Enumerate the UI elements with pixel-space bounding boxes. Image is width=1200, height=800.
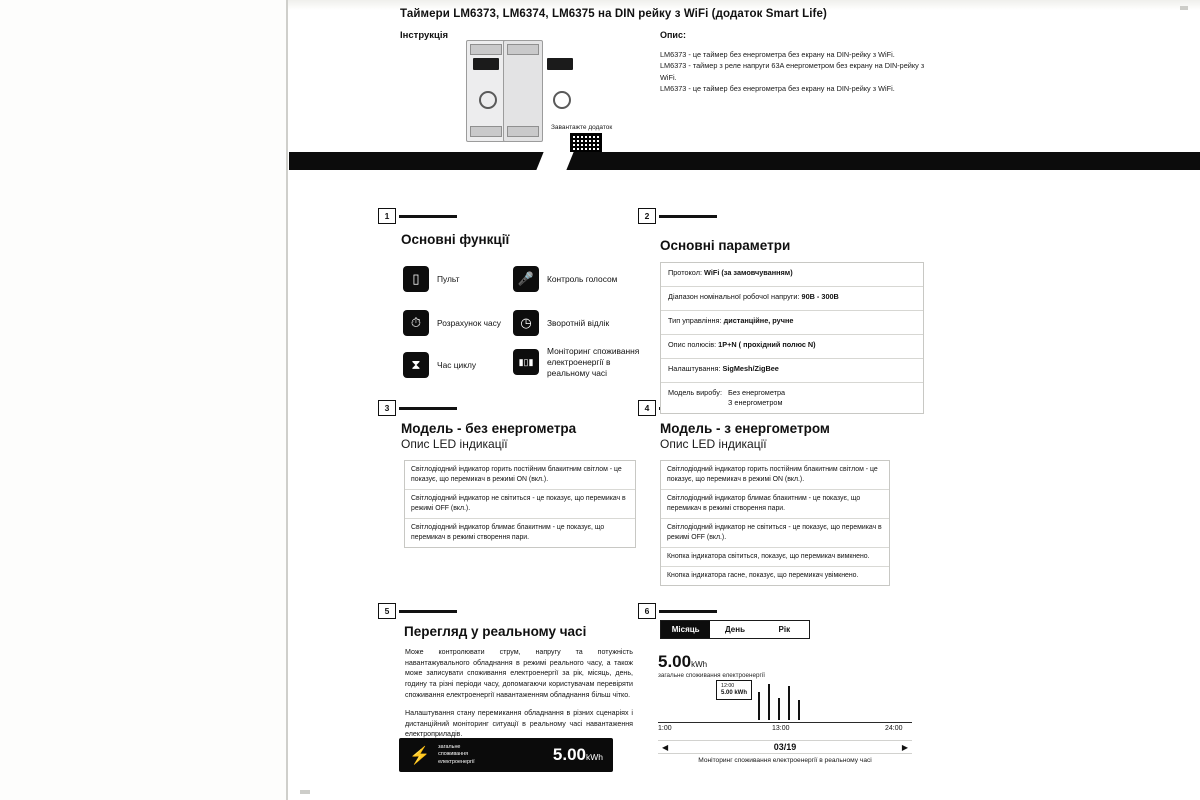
energy-bar-chart: [700, 678, 910, 720]
chart-total-caption: загальне споживання електроенергії: [658, 672, 765, 679]
clock-icon: ⏱: [403, 310, 429, 336]
feature-label: Контроль голосом: [547, 273, 618, 284]
chart-bar: [758, 692, 760, 720]
divider-band: [289, 152, 1200, 170]
energy-bar-caption: загальне споживання електроенергії: [438, 744, 475, 765]
list-item: Кнопка індикатора світиться, показує, що перемикач вимкнено.: [661, 548, 889, 567]
energy-unit: kWh: [586, 752, 603, 762]
selected-date: 03/19: [773, 742, 797, 752]
table-row: [661, 383, 923, 413]
feature-remote: [403, 266, 459, 292]
section-rule: [399, 610, 457, 613]
section-4-title: Модель - з енергометром: [660, 421, 830, 436]
section-4-subtitle: Опис LED індикації: [660, 437, 767, 451]
table-row: [661, 359, 923, 383]
tooltip-time: 12:00: [721, 683, 735, 689]
axis-label-mid: 13:00: [772, 725, 790, 732]
section-5-title: Перегляд у реальному часі: [404, 624, 587, 639]
device-button-left: [479, 91, 497, 109]
microphone-icon: 🎤: [513, 266, 539, 292]
total-number: 5.00: [658, 652, 692, 671]
list-item: Світлодіодний індикатор горить постійним блакитним світлом - це показує, що перемикач в режимі ON (вкл.).: [405, 461, 635, 490]
device-display-left: [473, 58, 499, 70]
axis-label-end: 24:00: [885, 725, 903, 732]
feature-cycle: [403, 352, 476, 378]
chart-bar: [798, 700, 800, 720]
parameters-table: [660, 262, 924, 414]
param-label: Тип управління:: [668, 316, 722, 325]
section-number: 4: [638, 400, 656, 416]
chart-total-value: [658, 652, 707, 672]
table-row: [661, 263, 923, 287]
realtime-paragraphs: [405, 647, 633, 740]
device-button-right: [553, 91, 571, 109]
energy-bar-value: [553, 745, 603, 765]
remote-icon: ▯: [403, 266, 429, 292]
chart-bar: [788, 686, 790, 720]
param-label: Діапазон номінальної робочої напруги:: [668, 292, 800, 301]
chevron-left-icon[interactable]: ◀: [662, 742, 669, 752]
section-3-title: Модель - без енергометра: [401, 421, 577, 436]
chart-bar: [778, 698, 780, 720]
param-label: Опис полюсів:: [668, 340, 717, 349]
led-description-no-meter: [404, 460, 636, 548]
table-row: [661, 311, 923, 335]
param-value: Без енергометра: [727, 388, 786, 397]
chart-tooltip: [716, 680, 752, 700]
param-value: SigMesh/ZigBee: [722, 364, 779, 373]
feature-label: Зворотній відлік: [547, 317, 610, 328]
list-item: Світлодіодний індикатор блимає блакитним - це показує, що перемикач в режимі створення пари.: [661, 490, 889, 519]
section-2-title: Основні параметри: [660, 238, 791, 253]
section-rule: [399, 215, 457, 218]
section-3-subtitle: Опис LED індикації: [401, 437, 508, 451]
param-value: 1P+N ( прохідний полюс N): [718, 340, 816, 349]
section-marker-6: [638, 603, 717, 619]
hourglass-icon: ⧗: [403, 352, 429, 378]
param-value-list: [728, 388, 785, 408]
list-item: Кнопка індикатора гасне, показує, що перемикач увімкнено.: [667, 572, 859, 579]
list-item: Світлодіодний індикатор блимає блакитним - це показує, що перемикач в режимі створення пари.: [411, 524, 605, 541]
section-marker-2: [638, 208, 717, 224]
device-terminal: [470, 126, 502, 137]
lightning-bolt-icon: ⚡: [409, 745, 431, 765]
energy-chart-icon: ▮▯▮: [513, 349, 539, 375]
page-title: Таймери LM6373, LM6374, LM6375 на DIN рейку з WiFi (додаток Smart Life): [400, 8, 827, 20]
param-label: Протокол:: [668, 268, 702, 277]
list-item: Світлодіодний індикатор не світиться - це показує, що перемикач в режимі OFF (вкл.).: [661, 519, 889, 548]
download-app-label: Завантажте додаток: [551, 124, 613, 131]
scan-gutter: [0, 0, 290, 800]
feature-label: Час циклу: [437, 359, 477, 370]
feature-label: Пульт: [437, 273, 460, 284]
chart-caption: Моніторинг споживання електроенергії в реальному часі: [698, 757, 872, 764]
param-value: З енергометром: [727, 397, 783, 407]
instruction-label: Інструкція: [400, 30, 449, 41]
device-terminal: [507, 126, 539, 137]
tab-day[interactable]: День: [724, 625, 745, 634]
section-rule: [659, 610, 717, 613]
energy-value: 5.00: [552, 745, 586, 764]
tab-month[interactable]: Місяць: [661, 621, 710, 638]
feature-timing: [403, 310, 501, 336]
section-marker-5: [378, 603, 457, 619]
table-row: [661, 335, 923, 359]
led-description-with-meter: [660, 460, 890, 586]
date-navigator[interactable]: [658, 740, 912, 754]
feature-voice: [513, 266, 617, 292]
description-text: [660, 49, 925, 94]
device-photo: [466, 40, 548, 140]
param-value: WiFi (за замовчуванням): [704, 268, 793, 277]
chevron-right-icon[interactable]: ▶: [901, 742, 908, 752]
section-rule: [659, 215, 717, 218]
chart-bar: [768, 684, 770, 720]
period-tabs[interactable]: [660, 620, 810, 639]
feature-energy-monitoring: [513, 346, 652, 379]
param-label: Налаштування:: [668, 364, 721, 373]
tab-year[interactable]: Рік: [778, 625, 791, 634]
list-item: Світлодіодний індикатор горить постійним блакитним світлом - це показує, що перемикач в режимі ON (вкл.).: [661, 461, 889, 490]
section-1-title: Основні функції: [401, 232, 510, 247]
feature-label: Моніторинг споживання електроенергії в реальному часі: [547, 346, 640, 378]
description-line: LM6373 - це таймер без енергометра без екрану на DIN-рейку з WiFi.: [660, 83, 895, 93]
description-line: LM6373 - це таймер без енергометра без екрану на DIN-рейку з WiFi.: [660, 50, 895, 59]
param-value: дистанційне, ручне: [723, 316, 794, 325]
section-marker-3: [378, 400, 457, 416]
device-terminal: [470, 44, 502, 55]
scan-speckle: [300, 790, 310, 794]
section-number: 5: [378, 603, 396, 619]
feature-countdown: [513, 310, 609, 336]
realtime-paragraph-1: Може контролювати струм, напругу та потужність навантажувального обладнання в режимі реального часу, а також може записувати споживання електроенергії за рік, місяць, день, годину та різні періоди часу, допомагаючи користувачам перевіряти споживання електроенергії навантаженням обладнання більш чітко.: [405, 648, 633, 699]
section-number: 2: [638, 208, 656, 224]
param-label: Модель виробу:: [668, 388, 722, 397]
table-row: [661, 287, 923, 311]
axis-label-start: 1:00: [658, 725, 672, 732]
description-label: Опис:: [660, 30, 686, 40]
list-item: Світлодіодний індикатор не світиться - це показує, що перемикач в режимі OFF (вкл.).: [405, 490, 635, 519]
chart-axis: [658, 722, 912, 723]
section-number: 6: [638, 603, 656, 619]
feature-label: Розрахунок часу: [437, 317, 501, 328]
scan-speckle: [1180, 6, 1188, 10]
section-marker-1: [378, 208, 457, 224]
realtime-paragraph-2: Налаштування стану перемикання обладнання в різних сценаріях і дистанційний моніторинг ситуації в реальному часі навантаження електроприладів.: [405, 709, 633, 739]
section-number: 1: [378, 208, 396, 224]
tooltip-value: 5.00 kWh: [721, 689, 748, 696]
section-rule: [399, 407, 457, 410]
energy-summary-bar: [399, 738, 613, 772]
section-number: 3: [378, 400, 396, 416]
countdown-icon: ◷: [513, 310, 539, 336]
param-value: 90В - 300В: [801, 292, 839, 301]
device-terminal: [507, 44, 539, 55]
description-line: LM6373 - таймер з реле напруги 63A енергометром без екрану на DIN-рейку з WiFi.: [660, 61, 925, 82]
device-display-right: [547, 58, 573, 70]
total-unit: kWh: [691, 660, 708, 669]
